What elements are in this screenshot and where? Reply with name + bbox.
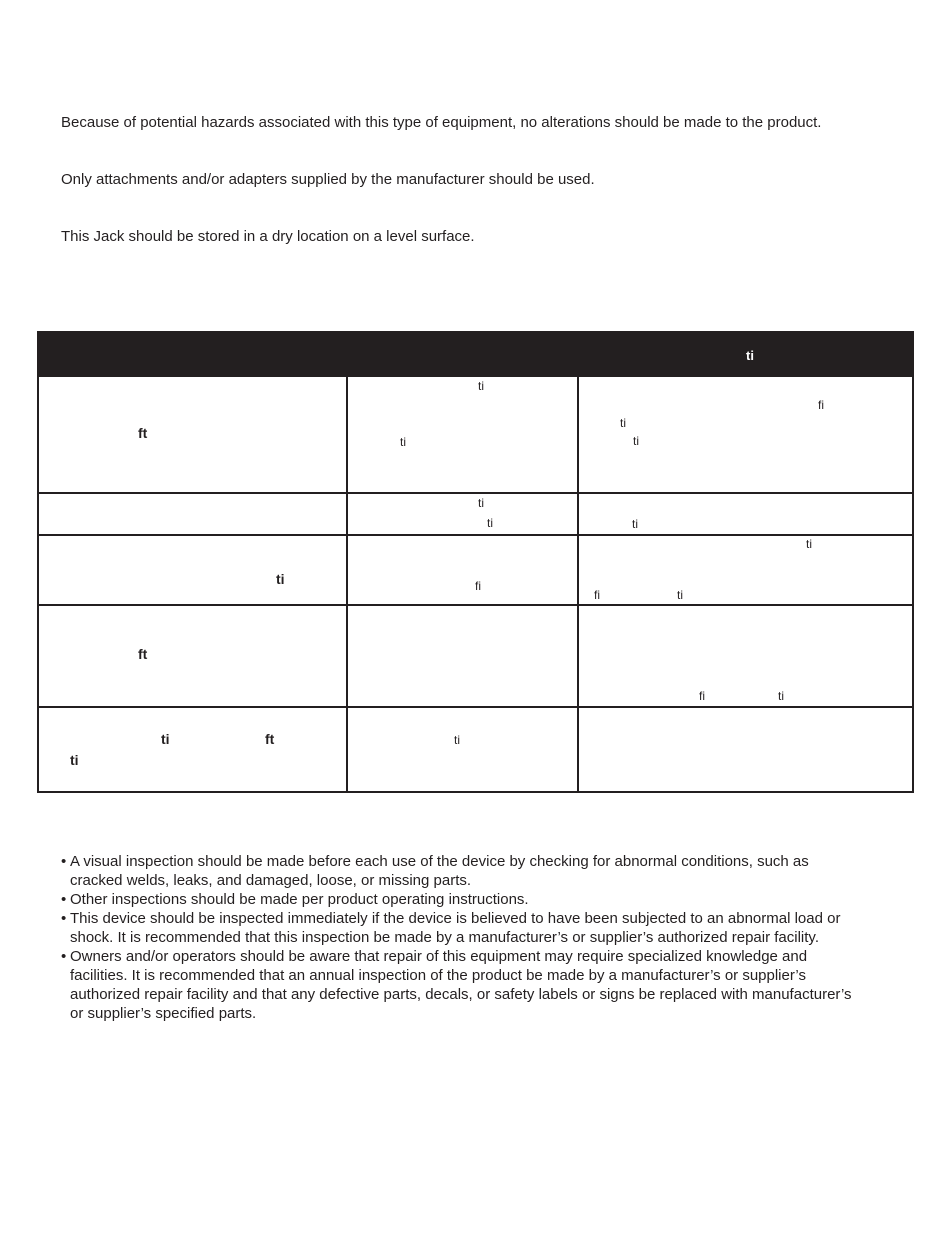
list-item-line: Owners and/or operators should be aware that repair of this equipment may require specialized knowledge and [70, 948, 808, 965]
list-item-line: authorized repair facility and that any defective parts, decals, or safety labels or signs be replaced with manufacturer’s [70, 986, 852, 1003]
cell-fragment: ft [138, 425, 148, 441]
cell-fragment: ti [633, 434, 639, 448]
list-item [61, 947, 911, 1023]
bullet-icon: • [61, 891, 67, 908]
list-item-line: This device should be inspected immediately if the device is believed to have been subjected to an abnormal load or [70, 910, 841, 927]
cell-fragment: fi [699, 689, 705, 703]
list-item-line: Other inspections should be made per product operating instructions. [70, 891, 529, 908]
paragraph-storage: This Jack should be stored in a dry location on a level surface. [61, 228, 475, 245]
cell-fragment: ti [620, 416, 626, 430]
list-item-line: A visual inspection should be made before each use of the device by checking for abnormal conditions, such as [70, 853, 809, 870]
list-item-line: shock. It is recommended that this inspection be made by a manufacturer’s or supplier’s authorized repair facility. [70, 929, 819, 946]
cell-fragment: ti [806, 537, 812, 551]
cell-fragment: ti [400, 435, 406, 449]
column-divider [577, 377, 579, 791]
header-fragment: ti [746, 348, 754, 363]
cell-fragment: ti [487, 516, 493, 530]
bullet-icon: • [61, 910, 67, 927]
inspection-list [61, 852, 911, 1023]
table-header [39, 333, 912, 377]
cell-fragment: ti [276, 571, 285, 587]
list-item [61, 890, 911, 909]
cell-fragment: ti [677, 588, 683, 602]
cell-fragment: ti [778, 689, 784, 703]
paragraph-attachments: Only attachments and/or adapters supplied by the manufacturer should be used. [61, 171, 595, 188]
bullet-icon: • [61, 853, 67, 870]
row-divider [39, 604, 912, 606]
list-item-line: cracked welds, leaks, and damaged, loose, or missing parts. [70, 872, 472, 889]
list-item-line: facilities. It is recommended that an annual inspection of the product be made by a manufacturer’s or supplier’s [70, 967, 806, 984]
cell-fragment: ti [70, 752, 79, 768]
cell-fragment: ti [454, 733, 460, 747]
cell-fragment: ti [161, 731, 170, 747]
cell-fragment: fi [475, 579, 481, 593]
row-divider [39, 706, 912, 708]
row-divider [39, 492, 912, 494]
cell-fragment: ft [265, 731, 275, 747]
list-item [61, 852, 911, 890]
cell-fragment: ti [478, 496, 484, 510]
cell-fragment: fi [818, 398, 824, 412]
cell-fragment: ft [138, 646, 148, 662]
column-divider [346, 377, 348, 791]
list-item-line: or supplier’s specified parts. [70, 1005, 257, 1022]
bullet-icon: • [61, 948, 67, 965]
troubleshooting-table [37, 331, 914, 793]
cell-fragment: ti [632, 517, 638, 531]
cell-fragment: fi [594, 588, 600, 602]
list-item [61, 909, 911, 947]
paragraph-no-alterations: Because of potential hazards associated with this type of equipment, no alterations should be made to the product. [61, 114, 822, 131]
row-divider [39, 534, 912, 536]
cell-fragment: ti [478, 379, 484, 393]
